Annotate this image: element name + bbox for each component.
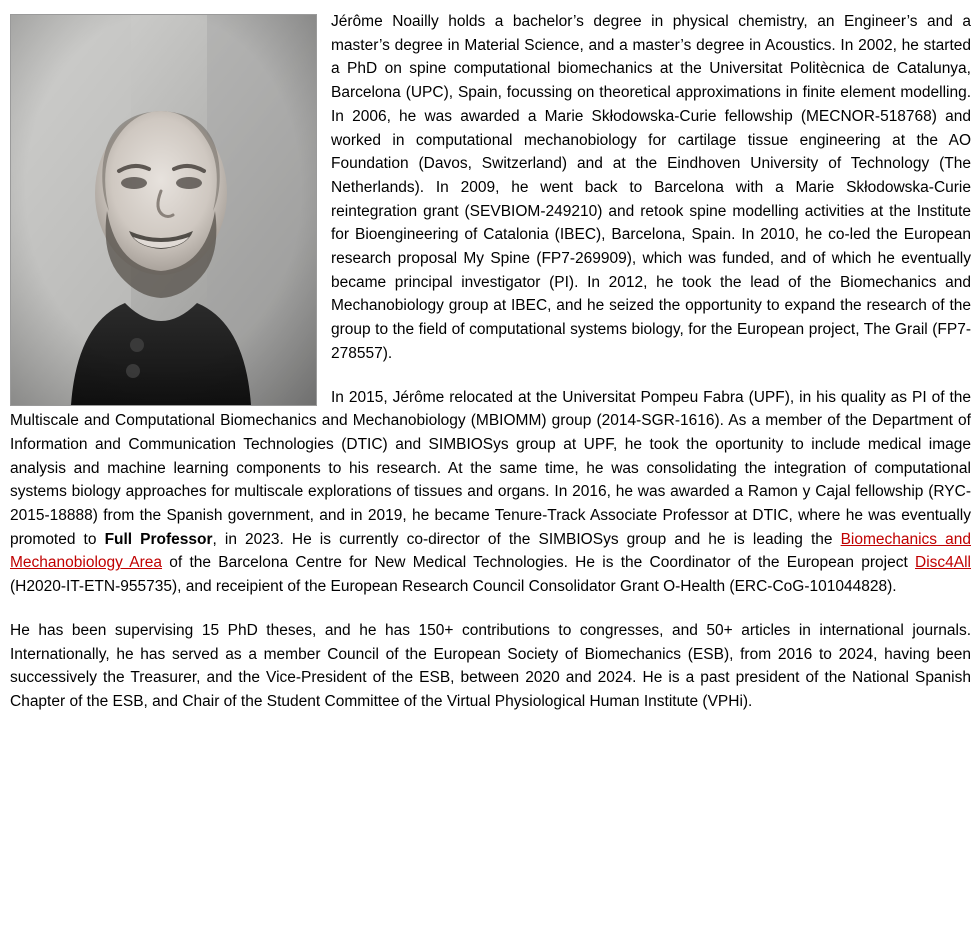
- paragraph-text: Jérôme Noailly holds a bachelor’s degree in physical chemistry, an Engineer’s and a master’s degree in Material Science, and a master’s degree in Acoustics. In 2002, he started a PhD on spine computational biomechanics at the Universitat Politècnica de Catalunya, Barcelona (UPC), Spain, focussing on theoretical approximations in finite element modelling. In 2006, he was awarded a Marie Skłodowska-Curie fellowship (MECNOR-518768) and worked in computational mechanobiology for cartilage tissue engineering at the AO Foundation (Davos, Switzerland) and at the Eindhoven University of Technology (The Netherlands). In 2009, he went back to Barcelona with a Marie Skłodowska-Curie reintegration grant (SEVBIOM-249210) and retook spine modelling activities at the Institute for Bioengineering of Catalonia (IBEC), Barcelona, Spain. In 2010, he co-led the European research proposal My Spine (FP7-269909), which was funded, and of which he eventually became principal investigator (PI). In 2012, he took the lead of the Biomechanics and Mechanobiology group at IBEC, and he seized the opportunity to expand the research of the group to the field of computational systems biology, for the European project, The Grail (FP7-278557).: [331, 13, 971, 362]
- link-disc4all[interactable]: Disc4All: [915, 554, 971, 572]
- paragraph-text: He has been supervising 15 PhD theses, and he has 150+ contributions to congresses, and 50+ articles in international journals. Internationally, he has served as a member Council of the European Society of Biomechanics (ESB), from 2016 to 2024, having been successively the Treasurer, and the Vice-President of the ESB, between 2020 and 2024. He is a past president of the National Spanish Chapter of the ESB, and Chair of the Student Committee of the Virtual Physiological Human Institute (VPHi).: [10, 621, 971, 710]
- biography-paragraph-3: [10, 619, 971, 714]
- paragraph-text: (H2020-IT-ETN-955735), and receipient of the European Research Council Consolidator Grant O-Health (ERC-CoG-101044828).: [10, 578, 897, 596]
- link-biomechanics-and-mechanobiology-area[interactable]: Biomechanics and Mechanobiology Area: [10, 530, 971, 572]
- full-professor-emphasis: Full Professor: [104, 530, 213, 548]
- biography-text-block: [10, 10, 971, 714]
- paragraph-text: , in 2023. He is currently co-director of the SIMBIOSys group and he is leading the: [212, 530, 841, 548]
- paragraph-text: In 2015, Jérôme relocated at the Universitat Pompeu Fabra (UPF), in his quality as PI of the Multiscale and Computational Biomechanics and Mechanobiology (MBIOMM) group (2014-SGR-1616). As a member of the Department of Information and Communication Technologies (DTIC) and SIMBIOSys group at UPF, he took the oportunity to include medical image analysis and machine learning components to his research. At the same time, he was consolidating the integration of computational systems biology approaches for multiscale explorations of tissues and organs. In 2016, he was awarded a Ramon y Cajal fellowship (RYC-2015-18888) from the Spanish government, and in 2019, he became Tenure-Track Associate Professor at DTIC, where he was eventually promoted to: [10, 388, 971, 548]
- portrait-photo: [10, 14, 317, 406]
- biography-paragraph-2: [10, 386, 971, 599]
- paragraph-text: of the Barcelona Centre for New Medical Technologies. He is the Coordinator of the European project: [162, 554, 916, 572]
